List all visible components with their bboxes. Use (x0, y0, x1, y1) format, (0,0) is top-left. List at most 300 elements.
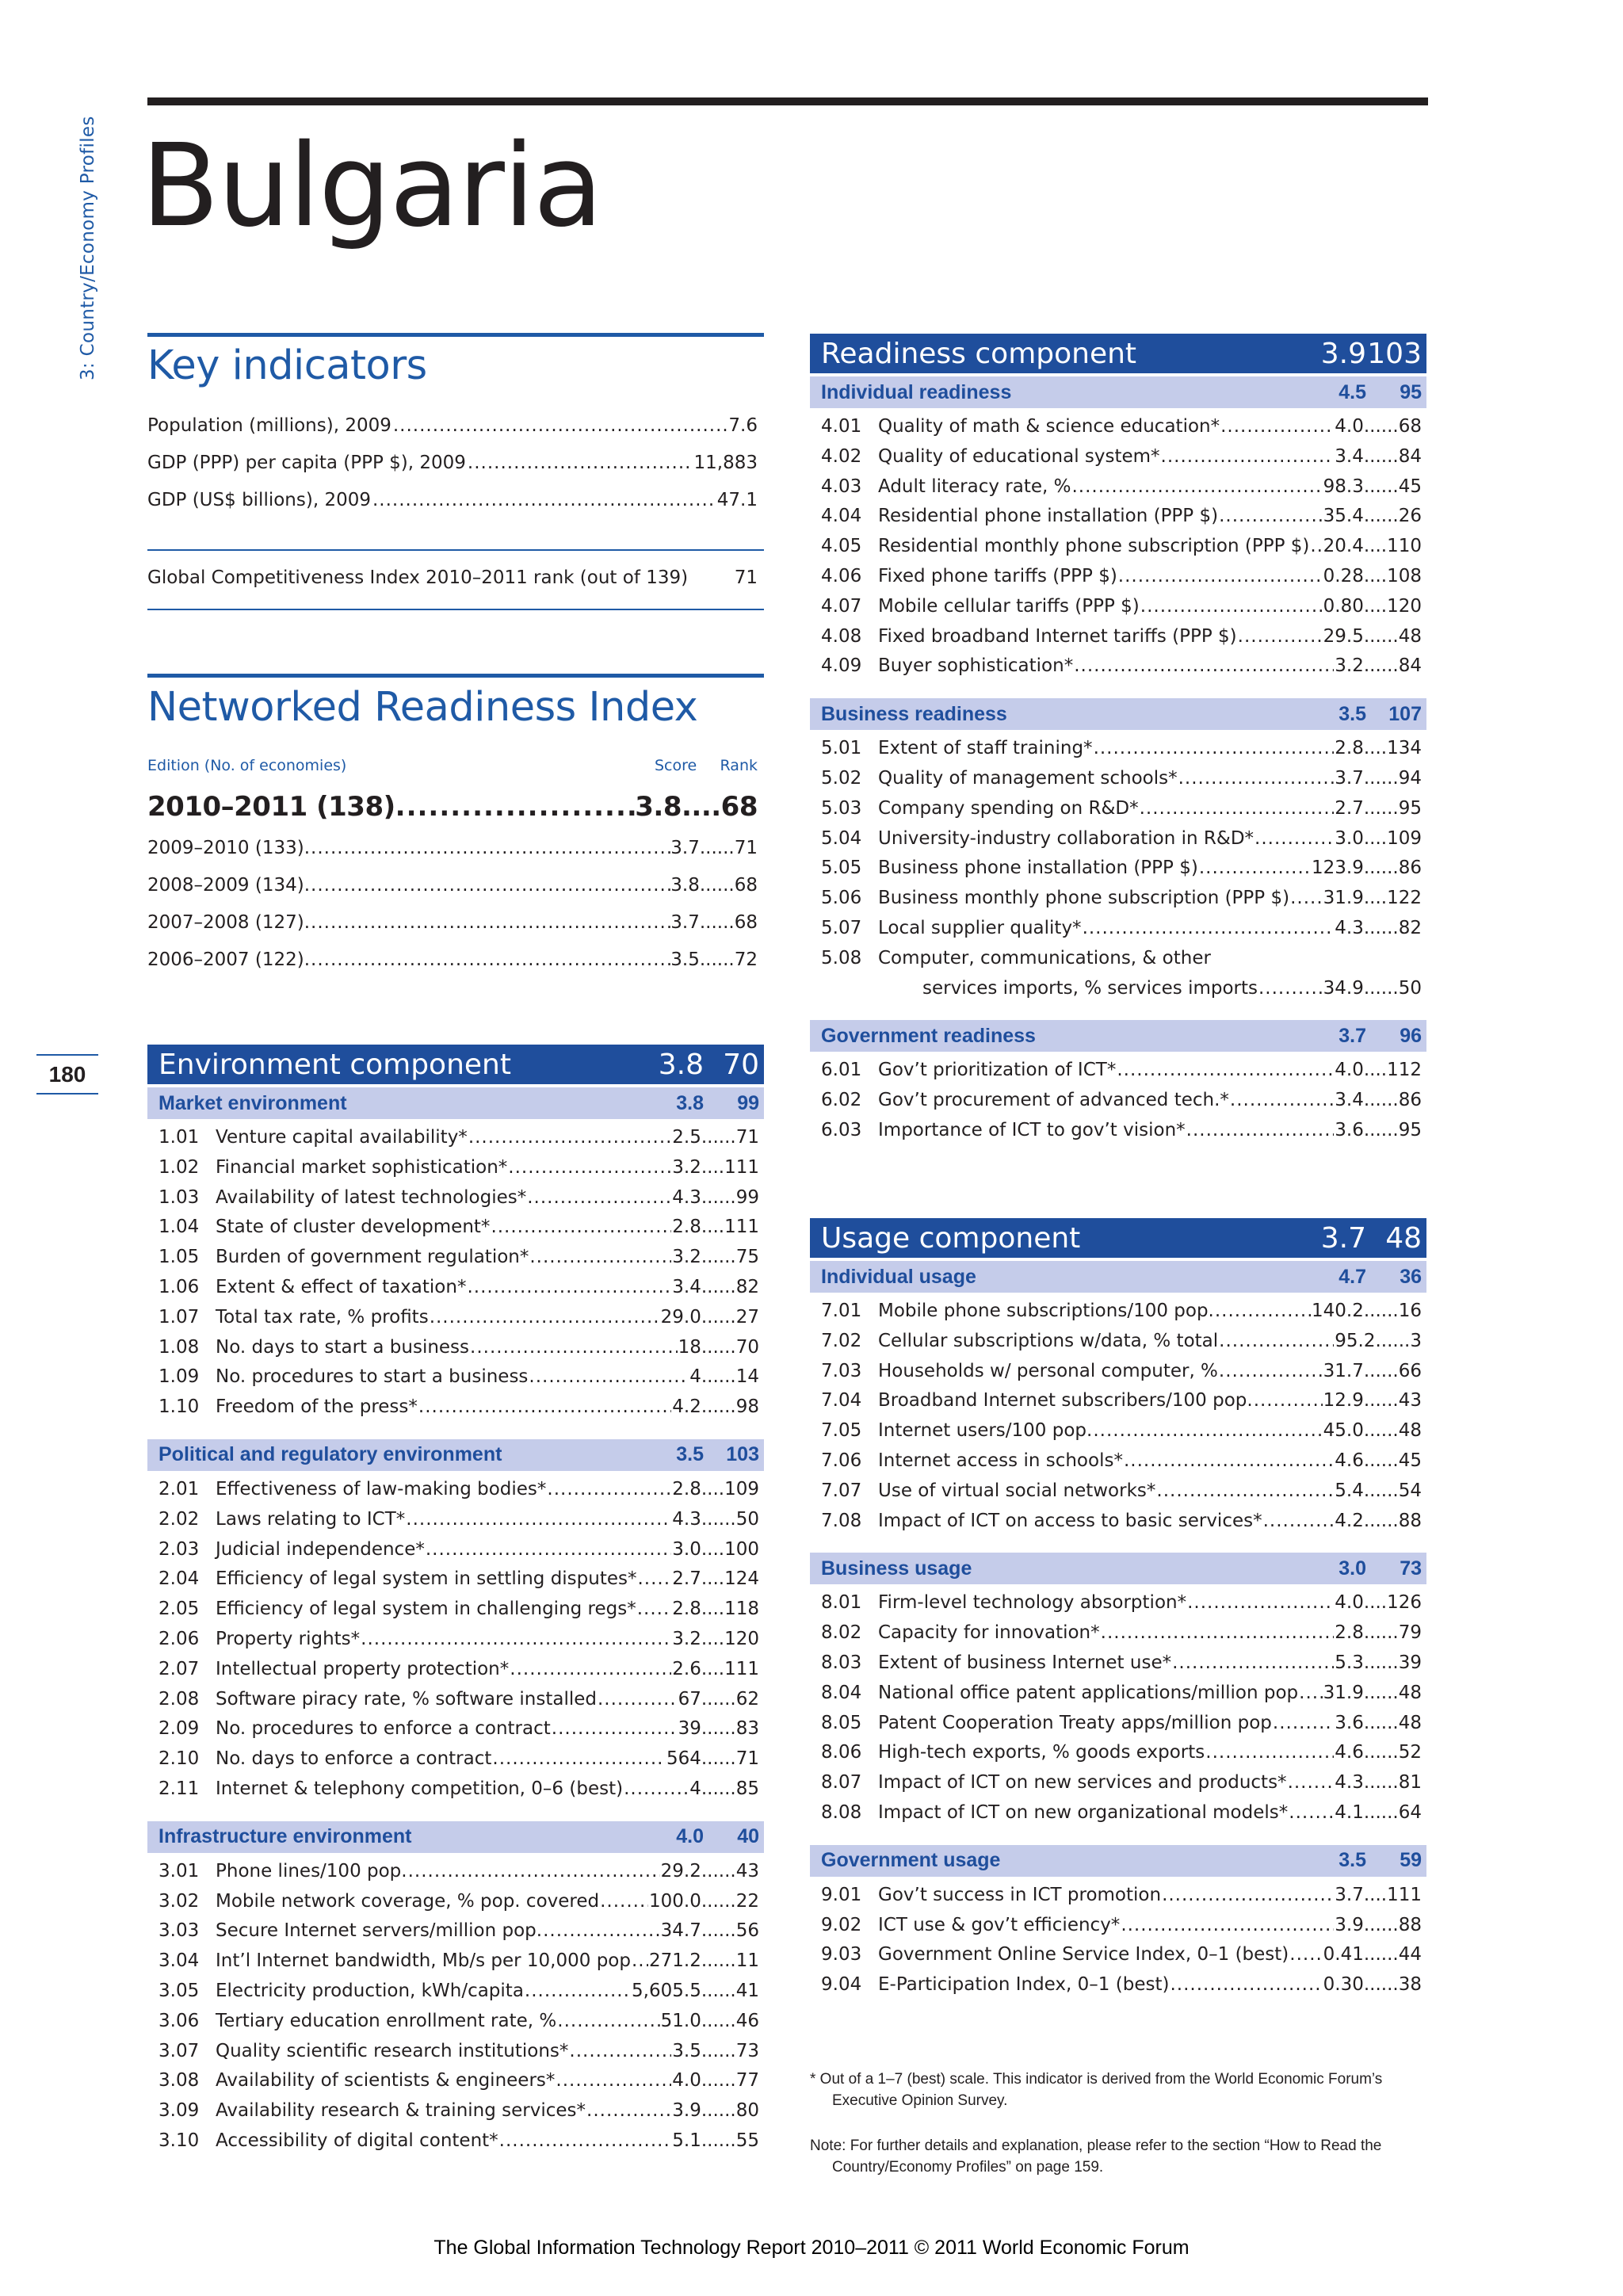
readiness-component-header (810, 334, 1426, 373)
leader-dots (1263, 1511, 1335, 1531)
nri-title: Networked Readiness Index (147, 684, 698, 731)
nri-edition: 2010–2011 (138) (147, 791, 395, 823)
subindex-rank: 99 (737, 1091, 759, 1114)
indicator-rank: 126 (1387, 1592, 1422, 1614)
indicator-name: Impact of ICT on access to basic services* (878, 1510, 1262, 1531)
rank-leader: ...... (1363, 445, 1399, 467)
leader-dots (491, 1217, 671, 1237)
indicator-row (147, 1778, 764, 1809)
indicator-name: Company spending on R&D* (878, 797, 1139, 819)
nri-edition: 2009–2010 (133) (147, 838, 304, 858)
indicator-rank: 3 (1410, 1330, 1422, 1351)
rank-leader: ...... (701, 1920, 736, 1942)
leader-dots (557, 2011, 659, 2031)
rank-leader: ...... (1363, 655, 1399, 677)
rank-leader: ...... (1363, 1772, 1399, 1794)
component-title: Usage component (821, 1221, 1081, 1255)
indicator-rank: 55 (735, 2130, 759, 2151)
indicator-value: 2.8 (1335, 738, 1364, 759)
indicator-code: 5.03 (821, 797, 862, 819)
indicator-code: 8.07 (821, 1772, 862, 1794)
indicator-code: 3.06 (158, 2010, 200, 2031)
indicator-code: 2.07 (158, 1658, 200, 1679)
indicator-row (810, 1420, 1426, 1450)
indicator-name: Laws relating to ICT* (216, 1508, 406, 1530)
rank-leader: .... (701, 1658, 725, 1679)
indicator-row (810, 596, 1426, 626)
rank-leader: ...... (701, 1186, 736, 1208)
indicator-code: 1.04 (158, 1217, 200, 1238)
indicator-rank: 43 (735, 1860, 759, 1881)
indicator-value: 3.9 (1335, 1914, 1364, 1935)
leader-dots (543, 1920, 660, 1941)
indicator-name: Local supplier quality* (878, 917, 1082, 938)
leader-dots (1288, 1772, 1335, 1793)
leader-dots (1199, 858, 1311, 878)
indicator-code: 5.06 (821, 888, 862, 909)
nri-rank: 68 (734, 875, 758, 896)
divider (147, 609, 764, 610)
nri-edition-header: Edition (No. of economies) (147, 757, 347, 774)
subindex-score: 4.7 (1338, 1265, 1366, 1288)
leader-dots (508, 1157, 671, 1178)
indicator-code: 2.10 (158, 1748, 200, 1770)
indicator-rank: 64 (1398, 1801, 1422, 1823)
indicator-rank: 98 (735, 1396, 759, 1418)
indicator-value: 34.7 (660, 1920, 701, 1942)
leader-dots (525, 1981, 631, 2001)
leader-dots (1178, 768, 1335, 789)
rank-leader: .... (1363, 536, 1388, 557)
leader-dots (1140, 596, 1323, 617)
nri-rank: 68 (720, 791, 758, 823)
indicator-row (810, 888, 1426, 918)
indicator-row (147, 1127, 764, 1157)
indicator-code: 7.01 (821, 1301, 862, 1321)
subindex-score: 3.5 (676, 1443, 704, 1466)
subindex-title: Individual readiness (821, 380, 1012, 403)
indicator-row (810, 1742, 1426, 1772)
leader-dots (1162, 1885, 1334, 1905)
indicator-name: Capacity for innovation* (878, 1622, 1100, 1644)
nri-score: 3.7 (670, 912, 700, 933)
leader-dots (1258, 978, 1323, 999)
indicator-code: 3.03 (158, 1920, 200, 1942)
indicator-value: 140.2 (1311, 1301, 1364, 1321)
leader-dots (1219, 506, 1323, 526)
country-title: Bulgaria (141, 119, 602, 252)
subindex-rank: 95 (1400, 380, 1422, 403)
indicator-name: Judicial independence* (216, 1538, 425, 1560)
component-title: Environment component (158, 1048, 511, 1081)
rank-leader: ...... (701, 1980, 736, 2001)
indicator-name: Mobile cellular tariffs (PPP $) (878, 595, 1140, 617)
indicator-rank: 66 (1398, 1360, 1422, 1381)
indicator-rank: 41 (735, 1980, 759, 2001)
indicator-code: 5.07 (821, 917, 862, 938)
indicator-row (147, 1629, 764, 1659)
nri-row-current: 2010–2011 (138) ..... 3.8 .... 68 (147, 791, 758, 823)
indicator-rank: 77 (735, 2070, 759, 2092)
indicator-row (147, 2070, 764, 2100)
rank-leader: ...... (701, 1748, 736, 1770)
indicator-row (147, 2011, 764, 2041)
subindex-score: 4.5 (1338, 380, 1366, 403)
indicator-list (810, 1584, 1426, 1841)
indicator-rank: 50 (1398, 977, 1422, 999)
indicator-value: 3.2 (1335, 655, 1364, 677)
indicator-rank: 99 (735, 1186, 759, 1208)
leader-dots (1219, 1361, 1323, 1381)
nri-score: 3.5 (670, 949, 700, 970)
leader-dots (1187, 1592, 1334, 1613)
component-score: 3.8 (658, 1048, 704, 1081)
indicator-value: 35.4 (1323, 506, 1364, 527)
subindex-title: Government readiness (821, 1024, 1036, 1047)
gci-value: 71 (734, 567, 758, 588)
indicator-row (810, 476, 1426, 506)
component-title: Readiness component (821, 337, 1137, 370)
leader-dots (1094, 738, 1335, 758)
indicator-row (147, 1861, 764, 1891)
leader-dots (527, 1187, 671, 1208)
leader-dots (600, 1891, 648, 1912)
indicator-value: 29.5 (1323, 625, 1364, 647)
indicator-row-continued (810, 978, 1426, 1008)
rank-leader: ...... (1363, 1682, 1399, 1703)
indicator-rank: 75 (735, 1247, 759, 1268)
rank-leader: ...... (1363, 1390, 1399, 1412)
environment-component (147, 1045, 764, 2170)
indicator-value: 2.5 (672, 1127, 701, 1148)
leader-dots (1156, 1480, 1334, 1501)
indicator-rank: 27 (735, 1306, 759, 1328)
indicator-name: Software piracy rate, % software installed (216, 1688, 597, 1710)
indicator-name: Accessibility of digital content* (216, 2130, 498, 2151)
subindex-title: Political and regulatory environment (158, 1443, 502, 1466)
indicator-row (810, 738, 1426, 768)
indicator-code: 5.08 (821, 947, 862, 968)
indicator-rank: 94 (1398, 767, 1422, 789)
indicator-value: 4.0 (1335, 1060, 1364, 1081)
rank-leader: ...... (1363, 1510, 1399, 1531)
indicator-value: 45.0 (1323, 1420, 1364, 1442)
nri-edition: 2008–2009 (134) (147, 875, 304, 896)
leader-dots (1205, 1742, 1334, 1763)
indicator-rank: 134 (1387, 738, 1422, 759)
rank-leader: ...... (701, 1860, 736, 1881)
leader-dots (1172, 1652, 1334, 1673)
indicator-list (810, 408, 1426, 695)
indicator-value: 67 (678, 1688, 701, 1710)
indicator-rank: 39 (1398, 1652, 1422, 1673)
component-rank: 48 (1385, 1221, 1422, 1255)
indicator-value: 98.3 (1323, 476, 1364, 497)
footnote-note-text: Note: For further details and explanation, please refer to the section “How to Read the Country/Economy Profiles” on page 159. (810, 2137, 1382, 2176)
leader-dots (1093, 1420, 1322, 1441)
indicator-value: 4 (689, 1778, 701, 1799)
nri-rank: 72 (734, 949, 758, 970)
indicator-rank: 38 (1398, 1974, 1422, 1996)
indicator-code: 8.01 (821, 1592, 862, 1614)
subindex-title: Business readiness (821, 702, 1007, 725)
subindex-title: Infrastructure environment (158, 1825, 412, 1848)
indicator-rank: 52 (1398, 1742, 1422, 1763)
indicator-value: 3.0 (672, 1538, 701, 1560)
leader-dots (1186, 1120, 1335, 1140)
indicator-row (147, 1277, 764, 1307)
indicator-value: 4.0 (1335, 1592, 1364, 1614)
subindex-rank: 96 (1400, 1024, 1422, 1047)
indicator-row (147, 1187, 764, 1217)
indicator-row (147, 1891, 764, 1921)
leader-dots (406, 1509, 671, 1530)
leader-dots (470, 1337, 678, 1358)
indicator-rank: 111 (724, 1658, 759, 1679)
leader-dots (556, 2070, 671, 2091)
indicator-row (810, 1974, 1426, 2004)
indicator-row (147, 1157, 764, 1187)
indicator-name: Venture capital availability* (216, 1127, 468, 1148)
rank-leader: .... (701, 1478, 725, 1499)
leader-dots (1074, 655, 1334, 676)
key-indicator-row (147, 453, 758, 473)
indicator-code: 2.06 (158, 1628, 200, 1649)
subindex-title: Government usage (821, 1849, 1001, 1872)
rank-leader: ...... (1363, 1119, 1399, 1140)
indicator-name: Gov’t prioritization of ICT* (878, 1060, 1117, 1081)
indicator-value: 4.6 (1335, 1742, 1364, 1763)
indicator-value: 0.41 (1323, 1944, 1364, 1966)
indicator-row (810, 1713, 1426, 1743)
indicator-name: Quality of management schools* (878, 767, 1178, 789)
indicator-value: 39 (678, 1718, 701, 1740)
indicator-code: 8.02 (821, 1622, 862, 1644)
nri-edition: 2007–2008 (127) (147, 912, 304, 933)
indicator-name: Electricity production, kWh/capita (216, 1980, 524, 2001)
indicator-name: Internet access in schools* (878, 1450, 1123, 1471)
indicator-row (147, 2100, 764, 2130)
rank-leader: .... (1363, 1592, 1388, 1614)
indicator-value: 0.30 (1323, 1974, 1364, 1996)
subindex-header (147, 1439, 764, 1471)
indicator-row (147, 1950, 764, 1981)
usage-component (810, 1218, 1426, 2014)
rank-leader: ...... (1363, 1301, 1399, 1321)
subindex-score: 4.0 (676, 1825, 704, 1848)
indicator-value: 123.9 (1311, 858, 1364, 879)
indicator-row (147, 1920, 764, 1950)
rank-leader: ...... (1363, 1944, 1399, 1966)
indicator-row (810, 798, 1426, 828)
rank-leader: ...... (1363, 625, 1399, 647)
section-side-label: 3: Country/Economy Profiles (78, 116, 98, 380)
indicator-value: 20.4 (1323, 536, 1364, 557)
leader-dots (529, 1247, 671, 1267)
indicator-name: Impact of ICT on new organizational models* (878, 1801, 1289, 1823)
indicator-value: 4.3 (1335, 917, 1364, 938)
indicator-row (810, 1683, 1426, 1713)
indicator-name: Importance of ICT to gov’t vision* (878, 1119, 1186, 1140)
rank-leader: ...... (701, 1127, 736, 1148)
indicator-value: 3.7 (1335, 767, 1364, 789)
indicator-name: Int’l Internet bandwidth, Mb/s per 10,000 pop (216, 1950, 631, 1972)
indicator-value: 5.4 (1335, 1480, 1364, 1501)
leader-dots (1170, 1974, 1322, 1995)
nri-edition: 2006–2007 (122) (147, 949, 304, 970)
indicator-value: 4.0 (672, 2070, 701, 2092)
indicator-name: Fixed broadband Internet tariffs (PPP $) (878, 625, 1237, 647)
rank-leader: ...... (1363, 416, 1399, 437)
rank-leader: .... (1363, 1060, 1388, 1081)
indicator-rank: 48 (1398, 625, 1422, 647)
indicator-name: ICT use & gov’t efficiency* (878, 1914, 1121, 1935)
indicator-rank: 81 (1398, 1772, 1422, 1794)
leader-dots (1254, 1390, 1323, 1411)
indicator-rank: 84 (1398, 445, 1422, 467)
indicator-row (810, 918, 1426, 948)
indicator-name: Government Online Service Index, 0–1 (best) (878, 1944, 1289, 1966)
indicator-code: 4.07 (821, 595, 862, 617)
indicator-code: 9.02 (821, 1914, 862, 1935)
indicator-code: 5.04 (821, 827, 862, 849)
leader-dots (1215, 1301, 1311, 1321)
footnote-star-text: * Out of a 1–7 (best) scale. This indicator is derived from the World Economic Forum’s Executive Opinion Survey. (810, 2071, 1383, 2109)
leader-dots (569, 2041, 671, 2061)
indicator-rank: 120 (1387, 595, 1422, 617)
leader-dots (1083, 918, 1335, 938)
leader-dots (547, 1479, 671, 1499)
indicator-name: Mobile network coverage, % pop. covered (216, 1890, 600, 1912)
leader-dots (586, 2100, 671, 2121)
indicator-rank: 88 (1398, 1914, 1422, 1935)
indicator-code: 7.08 (821, 1510, 862, 1531)
component-score: 3.7 (1320, 1221, 1366, 1255)
rank-leader: ...... (701, 1718, 736, 1740)
indicator-code: 2.08 (158, 1688, 200, 1710)
rank-leader: .... (701, 1568, 725, 1590)
indicator-value: 2.6 (672, 1658, 701, 1679)
indicator-rank: 124 (724, 1568, 759, 1590)
rank-leader: .... (1363, 1884, 1388, 1905)
leader-dots (1220, 416, 1334, 437)
subindex-rank: 107 (1388, 702, 1422, 725)
key-indicator-value: 47.1 (716, 490, 758, 510)
rank-leader: ...... (701, 1247, 736, 1268)
key-indicator-value: 11,883 (693, 453, 758, 473)
indicator-value: 31.9 (1323, 888, 1364, 909)
indicator-name: Broadband Internet subscribers/100 pop. (878, 1390, 1253, 1412)
indicator-code: 6.03 (821, 1119, 862, 1140)
rank-leader: .... (701, 1538, 725, 1560)
leader-dots (499, 2130, 672, 2151)
page-number: 180 (36, 1054, 98, 1095)
indicator-code: 1.10 (158, 1396, 200, 1418)
indicator-row (147, 1981, 764, 2011)
nri-score: 3.7 (670, 838, 700, 858)
key-indicator-label: GDP (PPP) per capita (PPP $), 2009 (147, 453, 466, 473)
indicator-value: 4.2 (1335, 1510, 1364, 1531)
nri-rule (147, 674, 764, 678)
indicator-row (147, 1659, 764, 1689)
indicator-value: 2.8 (672, 1478, 701, 1499)
indicator-name-continued: services imports, % services imports (922, 977, 1258, 999)
rank-leader: ...... (1363, 797, 1399, 819)
indicator-code: 2.05 (158, 1599, 200, 1620)
leader-dots (1290, 888, 1323, 908)
nri-row: 2007–2008 (127) ..... 3.7 ...... 68 (147, 912, 758, 933)
gci-label: Global Competitiveness Index 2010–2011 rank (out of 139) (147, 567, 689, 588)
indicator-value: 2.8 (672, 1217, 701, 1238)
subindex-rank: 73 (1400, 1557, 1422, 1580)
indicator-value: 34.9 (1323, 977, 1364, 999)
indicator-row (147, 1366, 764, 1396)
leader-dots (418, 1396, 671, 1417)
rank-leader: ...... (1363, 977, 1399, 999)
indicator-value: 3.9 (672, 2100, 701, 2122)
key-indicator-row (147, 415, 758, 436)
indicator-rank: 80 (735, 2100, 759, 2122)
indicator-name: Residential monthly phone subscription (PPP $) (878, 536, 1310, 557)
indicator-value: 18 (678, 1336, 701, 1358)
indicator-code: 3.04 (158, 1950, 200, 1972)
rank-leader: .... (701, 1217, 725, 1238)
indicator-value: 3.7 (1335, 1884, 1364, 1905)
indicator-value: 3.6 (1335, 1712, 1364, 1733)
key-indicators-rule (147, 333, 764, 337)
leader-dots (1230, 1090, 1334, 1110)
indicator-row (810, 1772, 1426, 1802)
indicator-row (810, 1390, 1426, 1420)
indicator-row (810, 1944, 1426, 1974)
indicator-row (810, 1361, 1426, 1391)
rank-leader: ...... (1363, 1801, 1399, 1823)
indicator-name: National office patent applications/million pop (878, 1682, 1299, 1703)
indicator-name: Property rights* (216, 1628, 361, 1649)
indicator-value: 3.4 (1335, 445, 1364, 467)
gci-rank-row (147, 567, 758, 588)
rank-leader: ...... (1363, 858, 1399, 879)
indicator-rank: 45 (1398, 1450, 1422, 1471)
indicator-code: 4.02 (821, 445, 862, 467)
indicator-rank: 26 (1398, 506, 1422, 527)
key-indicator-label: Population (millions), 2009 (147, 415, 391, 436)
indicator-row (147, 1307, 764, 1337)
rank-leader: .... (1363, 565, 1388, 586)
subindex-header (810, 1845, 1426, 1877)
indicator-name: State of cluster development* (216, 1217, 491, 1238)
rank-leader: ...... (1363, 1742, 1399, 1763)
indicator-rank: 108 (1387, 565, 1422, 586)
indicator-row (147, 1247, 764, 1277)
indicator-value: 2.7 (672, 1568, 701, 1590)
indicator-code: 4.03 (821, 476, 862, 497)
subindex-header (810, 376, 1426, 408)
rank-leader: ...... (701, 2130, 736, 2151)
indicator-rank: 71 (735, 1748, 759, 1770)
indicator-name: Residential phone installation (PPP $) (878, 506, 1219, 527)
leader-dots (467, 1277, 671, 1297)
indicator-value: 4.6 (1335, 1450, 1364, 1471)
indicator-rank: 50 (735, 1508, 759, 1530)
indicator-code: 1.01 (158, 1127, 200, 1148)
indicator-value: 3.4 (1335, 1090, 1364, 1111)
rank-leader: ...... (1363, 1090, 1399, 1111)
top-rule (147, 97, 1428, 105)
component-rank: 103 (1367, 337, 1422, 370)
indicator-code: 7.03 (821, 1360, 862, 1381)
rank-leader: ...... (701, 1778, 736, 1799)
